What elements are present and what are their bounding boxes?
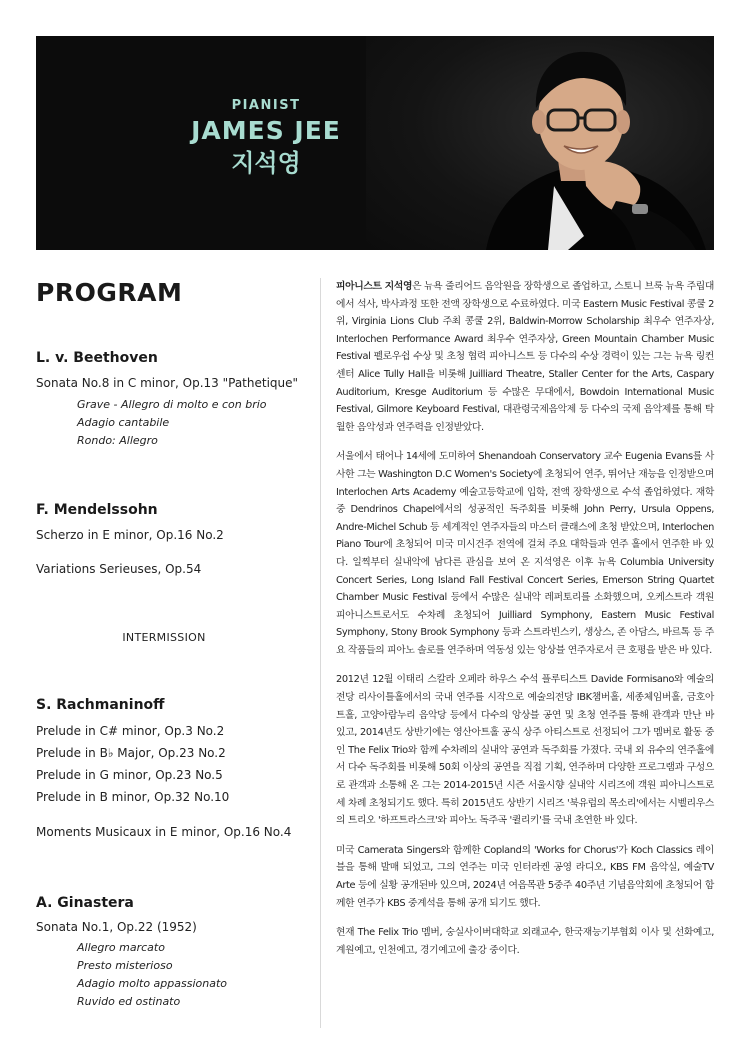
movement: Rondo: Allegro	[77, 434, 158, 447]
bio-paragraph-2: 서울에서 태어나 14세에 도미하여 Shenandoah Conservatory 교수 Eugenia Evans를 사사한 그는 Washington D.C Women's Society에 초청되어 연주, 뛰어난 재능을 인정받으며 Interlochen Arts Academy 예술고등학교에 입학, 전액 장학생으로 수석 졸업하였다. 재학 중 Dendrinos Chapel에서의 성공적인 독주회를 비롯해 John Perry, Ursula Oppens, Andre-Michel Schub 등 세계적인 연주자들의 마스터 클래스에 초청 받았으며, Interlochen Piano Tour에 초청되어 미국 미시건주 전역에 걸쳐 주요 대학들과 연주 홀에서 연주한 바 있다. 일찍부터 실내악에 남다른 관심을 보여 온 지석영은 이후 뉴욕 Columbia University Concert Series, Long Island Fall Festival Concert Series, Emerson String Quartet Chamber Music Festival 등에서 수많은 실내악 레퍼토리를 소화했으며, 오케스트라 객원 피아니스트로서도 수차례 초청되어 Juilliard Symphony, Eastern Music Festival Symphony, Stony Brook Symphony 등과 스트라빈스키, 생상스, 존 아담스, 바르톡 등 주요 작품들의 피아노 솔로를 연주하며 역동성 있는 앙상블 연주자로서 큰 호평을 받은 바 있다.	[336, 451, 714, 656]
movement: Grave - Allegro di molto e con brio	[77, 398, 267, 411]
program-title: PROGRAM	[36, 278, 183, 307]
movement: Adagio cantabile	[77, 416, 170, 429]
program-column	[36, 278, 311, 1008]
work-ginastera-sonata: Sonata No.1, Op.22 (1952)	[36, 920, 197, 934]
bio-paragraph-3: 2012년 12월 이태리 스칼라 오페라 하우스 수석 플루티스트 Davide Formisano와 예술의전당 리사이틀홀에서의 국내 연주를 시작으로 예술의전당 IBK챔버홀, 세종체임버홀, 금호아트홀, 고양아람누리 음악당 등에서 다수의 앙상블 공연 및 초청 연주를 통해 관객과 만난 바 있고, 2014년도 상반기에는 영산아트홀 공식 상주 아티스트로 선정되어 그가 멤버로 활동 중인 The Felix Trio와 함께 수차례의 실내악 공연과 독주회를 가졌다. 국내 외 유수의 연주홀에서 다수 독주회를 비롯해 50회 이상의 공연을 직접 기획, 연주하며 다양한 프로그램과 구성으로 관객과 소통해 온 그는 2014-2015년 시즌 서울시향 실내악 시리즈에 객원 피아니스트로 세 차례 초청되기도 했다. 특히 2015년도 상반기 시리즈 '북유럽의 목소리'에서는 시벨리우스의 트리오 '하프트라스크'와 피아노 독주곡 '퀼리키'를 국내 초연한 바 있다.	[336, 674, 714, 827]
composer-mendelssohn: F. Mendelssohn	[36, 502, 158, 518]
intermission-label: INTERMISSION	[122, 631, 206, 644]
movement: Presto misterioso	[77, 959, 173, 972]
work-rachmaninoff-prelude: Prelude in G minor, Op.23 No.5	[36, 768, 223, 782]
composer-ginastera: A. Ginastera	[36, 895, 134, 911]
composer-beethoven: L. v. Beethoven	[36, 350, 158, 366]
work-mendelssohn-variations: Variations Serieuses, Op.54	[36, 562, 202, 576]
work-rachmaninoff-prelude: Prelude in B♭ Major, Op.23 No.2	[36, 746, 226, 760]
biography-column	[336, 278, 714, 971]
bio-paragraph-5: 현재 The Felix Trio 멤버, 숭실사이버대학교 외래교수, 한국재능기부협회 이사 및 선화예고, 계원예고, 인천예고, 경기예고에 출강 중이다.	[336, 927, 714, 956]
pianist-label: PIANIST	[231, 98, 301, 113]
bio-paragraph-1	[336, 278, 714, 436]
performer-name: JAMES JEE	[191, 116, 341, 145]
work-rachmaninoff-prelude: Prelude in C# minor, Op.3 No.2	[36, 724, 225, 738]
title-block	[166, 98, 366, 180]
movement: Ruvido ed ostinato	[77, 995, 181, 1008]
composer-rachmaninoff: S. Rachmaninoff	[36, 697, 165, 713]
performer-name-korean: 지석영	[231, 149, 301, 177]
work-beethoven-sonata: Sonata No.8 in C minor, Op.13 "Pathetique"	[36, 376, 299, 390]
work-rachmaninoff-prelude: Prelude in B minor, Op.32 No.10	[36, 790, 230, 804]
bio-paragraph-4: 미국 Camerata Singers와 함께한 Copland의 'Works for Chorus'가 Koch Classics 레이블을 통해 발매 되었고, 그의 연주는 미국 인터라켄 공영 라디오, KBS FM 음악실, 예술TV Arte 등에 실황 공개된바 있으며, 2024년 여음목관 5중주 40주년 기념음악회에 초청되어 함께한 연주가 KBS 중계석을 통해 공개 되기도 했다.	[336, 844, 714, 909]
column-divider	[320, 278, 321, 1028]
movement: Adagio molto appassionato	[77, 977, 228, 990]
header-banner	[36, 36, 714, 250]
work-mendelssohn-scherzo: Scherzo in E minor, Op.16 No.2	[36, 528, 224, 542]
bio-name-highlight: 피아니스트 지석영	[336, 281, 413, 292]
work-rachmaninoff-moments-musicaux: Moments Musicaux in E minor, Op.16 No.4	[36, 825, 292, 839]
pianist-portrait	[456, 36, 714, 250]
bio-paragraph-1-text: 은 뉴욕 줄리어드 음악원을 장학생으로 졸업하고, 스토니 브룩 뉴욕 주립대에서 석사, 박사과정 또한 전액 장학생으로 수료하였다. 미국 Eastern Music Festival 콩쿨 2위, Virginia Lions Club 주최 콩쿨 2위, Baldwin-Morrow Scholarship 최우수 연주자상, Interlochen Performance Award 최우수 연주자상, Green Mountain Chamber Music Festival 펠로우쉽 수상 및 초청 협력 피아니스트 등 다수의 수상 경력이 있는 그는 뉴욕 링컨 센터 Alice Tully Hall을 비롯해 Juilliard Theatre, Staller Center for the Arts, Caspary Auditorium, Kresge Auditorium 등 수많은 무대에서, Bowdoin International Music Festival, Gilmore Keyboard Festival, 대관령국제음악제 등 다수의 국제 음악제를 통해 탁월한 음악성과 연주력을 인정받았다.	[336, 281, 714, 433]
movement: Allegro marcato	[77, 941, 165, 954]
